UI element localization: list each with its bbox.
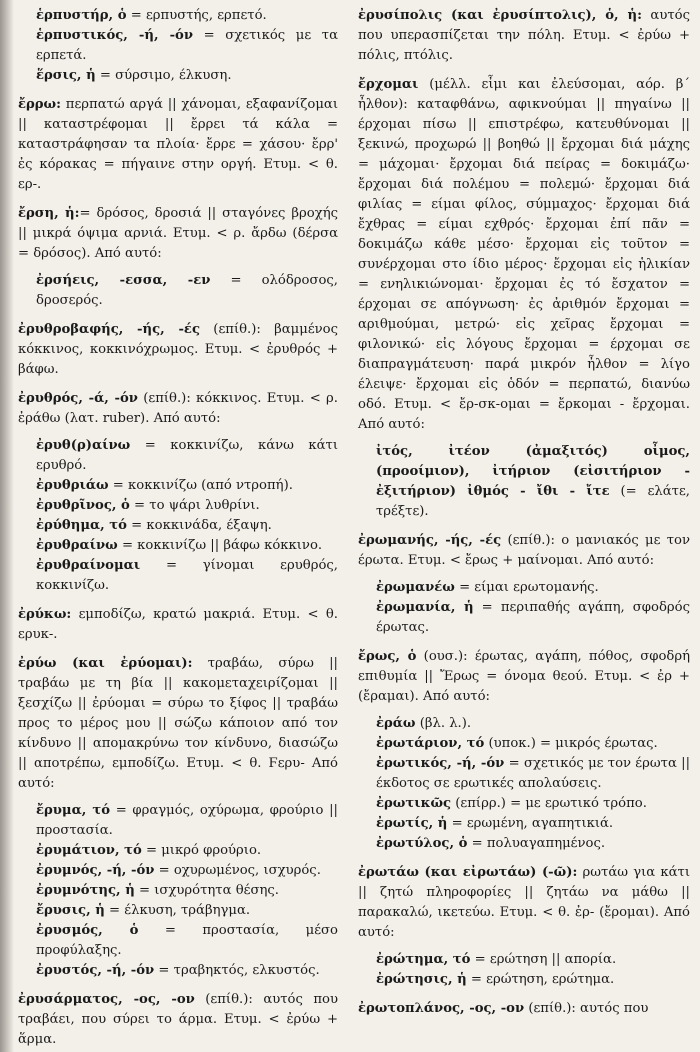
entry-definition: = ερώτηση || απορία. [470,952,617,967]
dictionary-entry [18,389,338,429]
entry-definition: = το ψάρι λυθρίνι. [129,498,260,513]
sub-entry [18,26,338,66]
entry-definition: = κοκκινίζω (από ντροπή). [108,478,293,493]
entry-definition: ρωτάω για κάτι || ζητώ πληροφορίες || ζητάω να μάθω || παρακαλώ, ικετεύω. Ετυμ. < θ. ἐρ- (ἔρομαι). Από αυτό: [358,865,690,940]
entry-headword: ἰτός, ἰτέον (ἀμαξιτός) οἶμος, (προοίμιον), ἰτήριον (εἰσιτήριον - ἐξιτήριον) ἰθμός - ἴθι - ἴτε [376,444,690,499]
entry-definition: = ισχυρότητα θέσης. [134,883,279,898]
sub-entry [18,496,338,516]
entry-headword: ἔρση, ἡ: [18,206,80,221]
entry-definition: = τραβηκτός, ελκυστός. [154,963,320,978]
sub-entry [18,271,338,311]
entry-headword: ἐρυστός, -ή, -όν [36,963,155,978]
sub-entry [18,961,338,981]
sub-entry [18,516,338,536]
sub-entry [18,536,338,556]
sub-entry [18,436,338,476]
entry-definition: (μέλλ. εἶμι και ἐλεύσομαι, αόρ. β΄ ἦλθον): καταφθάνω, αφικνούμαι || πηγαίνω || έρχομαι πίσω || επιστρέφω, κατευθύνομαι || ξεκινώ, προχωρώ || βοηθώ || ἔρχομαι διά μάχης = μάχομαι· ἔρχομαι διά πείρας = δοκιμάζω· ἔρχομαι διά πολέμου = πολεμώ· ἔρχομαι διά φιλίας = είμαι φίλος, σύμμαχος· ἔρχομαι διά ἔχθρας = είμαι εχθρός· ἔρχομαι ἐπί πᾶν = δοκιμάζω κάθε μέσο· ἔρχομαι εἰς τοῦτον = συνέρχομαι στο ίδιο μέρος· ἔρχομαι εἰς ἡλικίαν = ενηλικιώνομαι· ἔρχομαι ἐς τό ἔσχατον = έρχομαι σε απόγνωση· ἐς ἀριθμόν ἔρχομαι = αριθμούμαι, μετρώ· εἰς χεῖρας ἔρχομαι = φιλονικώ· εἰς λόγους ἔρχομαι = έρχομαι σε διαπραγμάτευση· παρά μικρόν ἦλθον = λίγο έλειψε· ἔρχομαι εἰς ὁδόν = περπατώ, διανύω οδό. Ετυμ. < ἔρ-σκ-ομαι = ἔρκομαι - ἔρχομαι. Από αυτό: [358,77,690,432]
entry-definition: = ερωμένη, αγαπητικιά. [447,816,614,831]
entry-headword: ἔρυμα, τό [36,803,111,818]
entry-headword: ἐρυσμός, ὁ [36,923,139,938]
entry-headword: ἐρυθραίνω [36,538,118,553]
entry-definition: τραβάω, σύρω || τραβάω με τη βία || κακομεταχειρίζομαι || ξεσχίζω || ἐρύομαι = σύρω το ξίφος || τραβάω προς το μέρος μου || σώζω κάποιον από τον κίνδυνο || απομακρύνω τον κίνδυνο, διασώζω || αποτρέπω, εμποδίζω. Ετυμ. < θ. Ϝερυ- Από αυτό: [18,656,339,791]
sub-entry [18,476,338,496]
entry-definition: = κοκκινίζω, κάνω κάτι ερυθρό. [36,438,338,473]
entry-definition: (υποκ.) = μικρός έρωτας. [484,736,658,751]
dictionary-entry [358,531,690,571]
entry-headword: ἐρυθριάω [36,478,109,493]
dictionary-entry [18,95,338,195]
sub-entry [18,861,338,881]
entry-headword: ἐρυμνότης, ἡ [36,883,135,898]
sub-entry [358,598,690,638]
entry-headword: ἐράω [376,716,416,731]
sub-entry [358,714,690,734]
sub-entry [358,814,690,834]
entry-definition: = σύρσιμο, έλκυση. [95,68,232,83]
entry-headword: ἐρωτικός, -ή, -όν [376,756,505,771]
dictionary-entry [18,654,338,794]
entry-definition: (επίθ.): αυτός που [524,1001,649,1016]
sub-entry [18,841,338,861]
entry-headword: ἐρώτημα, τό [376,952,471,967]
sub-entry [358,734,690,754]
entry-headword: ἐρωτικῶς [376,796,452,811]
entry-definition: = προστασία, μέσο προφύλαξης. [36,923,338,958]
sub-entry [358,754,690,794]
entry-headword: ἔρρω: [18,97,61,112]
entry-definition: = γίνομαι ερυθρός, κοκκινίζω. [36,558,338,593]
entry-definition: = μικρό φρούριο. [141,843,262,858]
sub-entry [18,921,338,961]
entry-definition: (επίθ.): αυτός που τραβάει, που σύρει το άρμα. Ετυμ. < ἐρύω + ἅρμα. [18,992,338,1047]
entry-definition: (ουσ.): έρωτας, αγάπη, πόθος, σφοδρή επιθυμία || Ἔρως = όνομα θεού. Ετυμ. < ἐρ + (ἔραμαι). Από αυτό: [358,649,690,704]
entry-definition: = είμαι ερωτομανής. [454,580,599,595]
left-column [18,6,338,1052]
dictionary-entry [358,6,690,66]
entry-headword: ἐρύω (και ἐρύομαι): [18,656,193,671]
dictionary-entry [358,647,690,707]
dictionary-entry [18,605,338,645]
entry-headword: ἔρυσις, ἡ [36,903,105,918]
entry-headword: ἐρυθρῖνος, ὁ [36,498,130,513]
entry-headword: ἕρσις, ἡ [36,68,96,83]
entry-definition: = κοκκινίζω || βάφω κόκκινο. [117,538,323,553]
entry-headword: ἑρπυστικός, -ή, -όν [36,28,193,43]
entry-definition: = δρόσος, δροσιά || σταγόνες βροχής || μικρά όψιμα αρνιά. Ετυμ. < ρ. ἄρδω (δέρσα = δρόσος). Από αυτό: [18,206,338,261]
right-column [358,6,690,1026]
page-gutter-shadow [0,0,14,1052]
dictionary-entry [18,204,338,264]
entry-definition: = σχετικός με τα ερπετά. [36,28,339,63]
entry-headword: ἐρυσάρματος, -ος, -ον [18,992,195,1007]
entry-headword: ἐρσήεις, -εσσα, -εν [36,273,211,288]
entry-definition: = πολυαγαπημένος. [467,836,606,851]
entry-headword: ἐρυμνός, -ή, -όν [36,863,155,878]
entry-headword: ἐρυμάτιον, τό [36,843,142,858]
sub-entry [18,801,338,841]
sub-entry [358,950,690,970]
entry-headword: ἐρύκω: [18,607,72,622]
sub-entry [358,578,690,598]
entry-definition: αυτός που υπερασπίζεται την πόλη. Ετυμ. < ἐρύω + πόλις, πτόλις. [358,8,690,63]
entry-headword: ἐρωτίς, ἡ [376,816,448,831]
sub-entry [358,834,690,854]
entry-headword: ἑρπυστήρ, ὁ [36,8,127,23]
sub-entry [18,901,338,921]
entry-headword: ἐρωμανής, -ής, -ές [358,533,502,548]
entry-definition: = περιπαθής αγάπη, σφοδρός έρωτας. [376,600,690,635]
entry-definition: = φραγμός, οχύρωμα, φρούριο || προστασία. [36,803,338,838]
entry-definition: = οχυρωμένος, ισχυρός. [154,863,321,878]
sub-entry [18,66,338,86]
sub-entry [358,442,690,522]
entry-headword: ἐρωτάριον, τό [376,736,485,751]
entry-definition: (επίθ.): βαμμένος κόκκινος, κοκκινόχρωμος. Ετυμ. < ἐρυθρός + βάφω. [18,322,338,377]
dictionary-entry [358,75,690,435]
entry-headword: ἐρώτησις, ἡ [376,972,467,987]
entry-definition: (βλ. λ.). [415,716,472,731]
entry-headword: ἔρχομαι [358,77,419,92]
entry-headword: ἐρυθρός, -ά, -όν [18,391,138,406]
entry-definition: (επίθ.): ο μανιακός με τον έρωτα. Ετυμ. < ἔρως + μαίνομαι. Από αυτό: [358,533,690,568]
entry-definition: περπατώ αργά || χάνομαι, εξαφανίζομαι || καταστρέφομαι || ἔρρει τά κάλα = καταστράφησαν τα πλοία· ἔρρε = χάσου· ἔρρ' ἐς κόρακας = πήγαινε στην οργή. Ετυμ. < θ. ερ-. [18,97,338,192]
entry-definition: (επίθ.): κόκκινος. Ετυμ. < ρ. ἐράθω (λατ. ruber). Από αυτό: [18,391,338,426]
entry-headword: ἐρυθροβαφής, -ής, -ές [18,322,200,337]
entry-headword: ἐρυθ(ρ)αίνω [36,438,131,453]
entry-headword: ἐρυθραίνομαι [36,558,141,573]
entry-definition: (= ελάτε, τρέξτε). [376,484,690,519]
dictionary-entry [358,863,690,943]
entry-headword: ἐρωμανία, ἡ [376,600,474,615]
entry-definition: (επίρρ.) = με ερωτικό τρόπο. [451,796,647,811]
entry-definition: = κοκκινάδα, έξαψη. [126,518,272,533]
dictionary-entry [358,999,690,1019]
sub-entry [18,881,338,901]
entry-definition: εμποδίζω, κρατώ μακριά. Ετυμ. < θ. ερυκ-. [18,607,338,642]
entry-headword: ἐρωτοπλάνος, -ος, -ον [358,1001,525,1016]
sub-entry [358,794,690,814]
entry-definition: = σχετικός με τον έρωτα || έκδοτος σε ερωτικές απολαύσεις. [376,756,691,791]
entry-headword: ἐρωμανέω [376,580,455,595]
entry-headword: ἔρως, ὁ [358,649,417,664]
sub-entry [358,970,690,990]
sub-entry [18,556,338,596]
entry-headword: ἐρωτύλος, ὁ [376,836,468,851]
entry-definition: = ερώτηση, ερώτημα. [466,972,615,987]
entry-headword: ἐρυσίπολις (και ἐρυσίπτολις), ὁ, ἡ: [358,8,642,23]
entry-headword: ἐρύθημα, τό [36,518,127,533]
sub-entry [18,6,338,26]
dictionary-entry [18,990,338,1050]
entry-definition: = ολόδροσος, δροσερός. [36,273,338,308]
entry-headword: ἐρωτάω (και εἰρωτάω) (-ῶ): [358,865,578,880]
entry-definition: = ερπυστής, ερπετό. [126,8,267,23]
entry-definition: = έλκυση, τράβηγμα. [104,903,251,918]
dictionary-entry [18,320,338,380]
